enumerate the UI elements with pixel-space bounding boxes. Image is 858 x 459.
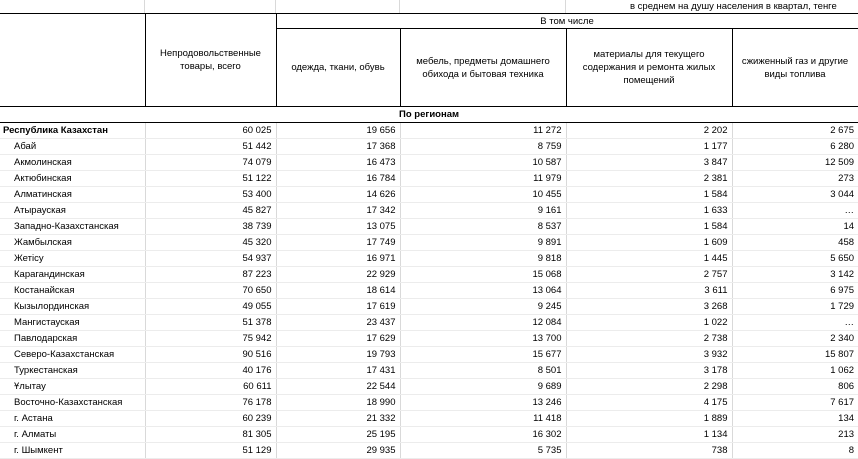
value-cell: 14 [732, 219, 858, 235]
value-cell: 22 544 [276, 379, 400, 395]
region-name: Северо-Казахстанская [0, 347, 145, 363]
gridline [275, 0, 276, 14]
value-cell: 11 979 [400, 171, 566, 187]
table-row [0, 443, 858, 459]
region-name: Республика Казахстан [0, 123, 145, 139]
table-row [0, 395, 858, 411]
value-cell: 134 [732, 411, 858, 427]
value-cell: 2 738 [566, 331, 732, 347]
value-cell: 13 246 [400, 395, 566, 411]
value-cell: 11 418 [400, 411, 566, 427]
value-cell: 15 807 [732, 347, 858, 363]
value-cell: 13 064 [400, 283, 566, 299]
value-cell: 12 084 [400, 315, 566, 331]
value-cell: 3 268 [566, 299, 732, 315]
value-cell: 49 055 [145, 299, 276, 315]
value-cell: 13 700 [400, 331, 566, 347]
value-cell: 45 827 [145, 203, 276, 219]
table-row [0, 187, 858, 203]
value-cell: 5 735 [400, 443, 566, 459]
table-row [0, 235, 858, 251]
region-name: Туркестанская [0, 363, 145, 379]
value-cell: 8 [732, 443, 858, 459]
region-name: г. Астана [0, 411, 145, 427]
value-cell: 19 793 [276, 347, 400, 363]
value-cell: 1 729 [732, 299, 858, 315]
value-cell: 1 445 [566, 251, 732, 267]
header-col-furniture: мебель, предметы домашнего обихода и бытовая техника [400, 29, 566, 107]
table-row [0, 155, 858, 171]
region-name: Акмолинская [0, 155, 145, 171]
table-row [0, 299, 858, 315]
header-total-column: Непродовольственные товары, всего [145, 14, 276, 107]
value-cell: 1 889 [566, 411, 732, 427]
table-row [0, 251, 858, 267]
section-title: По регионам [0, 107, 858, 123]
value-cell: 2 757 [566, 267, 732, 283]
value-cell: 7 617 [732, 395, 858, 411]
region-name: Атырауская [0, 203, 145, 219]
value-cell: 17 619 [276, 299, 400, 315]
table-row [0, 267, 858, 283]
value-cell: 19 656 [276, 123, 400, 139]
table-row [0, 203, 858, 219]
value-cell: 17 342 [276, 203, 400, 219]
value-cell: 3 178 [566, 363, 732, 379]
value-cell: 3 044 [732, 187, 858, 203]
region-name: Костанайская [0, 283, 145, 299]
value-cell: 2 381 [566, 171, 732, 187]
value-cell: 11 272 [400, 123, 566, 139]
region-name: Абай [0, 139, 145, 155]
value-cell: … [732, 315, 858, 331]
value-cell: 18 990 [276, 395, 400, 411]
unit-note: в среднем на душу населения в квартал, тенге [630, 1, 837, 12]
value-cell: 90 516 [145, 347, 276, 363]
region-name: Жетісу [0, 251, 145, 267]
value-cell: 9 891 [400, 235, 566, 251]
table-row [0, 379, 858, 395]
value-cell: 4 175 [566, 395, 732, 411]
value-cell: 54 937 [145, 251, 276, 267]
gridline [565, 0, 566, 14]
value-cell: 76 178 [145, 395, 276, 411]
region-name: г. Алматы [0, 427, 145, 443]
region-name: Карагандинская [0, 267, 145, 283]
region-name: Кызылординская [0, 299, 145, 315]
value-cell: 51 378 [145, 315, 276, 331]
value-cell: 12 509 [732, 155, 858, 171]
value-cell: 1 022 [566, 315, 732, 331]
value-cell: 51 129 [145, 443, 276, 459]
value-cell: 1 584 [566, 187, 732, 203]
value-cell: 21 332 [276, 411, 400, 427]
table-row [0, 347, 858, 363]
value-cell: 3 142 [732, 267, 858, 283]
table-row [0, 427, 858, 443]
value-cell: 16 971 [276, 251, 400, 267]
value-cell: 81 305 [145, 427, 276, 443]
value-cell: 40 176 [145, 363, 276, 379]
header-corner-cell [0, 14, 145, 107]
value-cell: 2 298 [566, 379, 732, 395]
value-cell: 5 650 [732, 251, 858, 267]
value-cell: 16 302 [400, 427, 566, 443]
value-cell: 8 537 [400, 219, 566, 235]
value-cell: 3 932 [566, 347, 732, 363]
value-cell: 60 025 [145, 123, 276, 139]
value-cell: 53 400 [145, 187, 276, 203]
value-cell: 9 245 [400, 299, 566, 315]
header-col-fuel: сжиженный газ и другие виды топлива [732, 29, 858, 107]
value-cell: 38 739 [145, 219, 276, 235]
value-cell: 1 584 [566, 219, 732, 235]
value-cell: 87 223 [145, 267, 276, 283]
table-row [0, 315, 858, 331]
value-cell: 9 689 [400, 379, 566, 395]
value-cell: 14 626 [276, 187, 400, 203]
value-cell: 2 340 [732, 331, 858, 347]
value-cell: 60 611 [145, 379, 276, 395]
region-name: Актюбинская [0, 171, 145, 187]
value-cell: 3 847 [566, 155, 732, 171]
value-cell: 6 280 [732, 139, 858, 155]
value-cell: 16 784 [276, 171, 400, 187]
region-name: Мангистауская [0, 315, 145, 331]
value-cell: 15 068 [400, 267, 566, 283]
header-col-clothing: одежда, ткани, обувь [276, 29, 400, 107]
region-name: Ұлытау [0, 379, 145, 395]
value-cell: 1 062 [732, 363, 858, 379]
data-table [0, 14, 858, 459]
value-cell: 458 [732, 235, 858, 251]
value-cell: 3 611 [566, 283, 732, 299]
gridline [399, 0, 400, 14]
value-cell: 29 935 [276, 443, 400, 459]
header-group: В том числе [276, 14, 858, 29]
table-row [0, 219, 858, 235]
region-name: г. Шымкент [0, 443, 145, 459]
value-cell: 8 501 [400, 363, 566, 379]
value-cell: 2 202 [566, 123, 732, 139]
value-cell: 70 650 [145, 283, 276, 299]
table-row [0, 171, 858, 187]
value-cell: 17 749 [276, 235, 400, 251]
table-row [0, 139, 858, 155]
region-name: Алматинская [0, 187, 145, 203]
value-cell: 60 239 [145, 411, 276, 427]
value-cell: 51 442 [145, 139, 276, 155]
header-col-repair-materials: материалы для текущего содержания и ремонта жилых помещений [566, 29, 732, 107]
value-cell: 22 929 [276, 267, 400, 283]
value-cell: 1 609 [566, 235, 732, 251]
value-cell: 75 942 [145, 331, 276, 347]
value-cell: 738 [566, 443, 732, 459]
table-row [0, 123, 858, 139]
value-cell: 23 437 [276, 315, 400, 331]
value-cell: 51 122 [145, 171, 276, 187]
value-cell: 17 368 [276, 139, 400, 155]
table-row [0, 411, 858, 427]
value-cell: 1 633 [566, 203, 732, 219]
value-cell: 10 455 [400, 187, 566, 203]
value-cell: 15 677 [400, 347, 566, 363]
value-cell: 2 675 [732, 123, 858, 139]
value-cell: 25 195 [276, 427, 400, 443]
value-cell: 1 177 [566, 139, 732, 155]
value-cell: 16 473 [276, 155, 400, 171]
value-cell: 45 320 [145, 235, 276, 251]
value-cell: 17 431 [276, 363, 400, 379]
value-cell: 1 134 [566, 427, 732, 443]
value-cell: 18 614 [276, 283, 400, 299]
value-cell: 9 818 [400, 251, 566, 267]
value-cell: 273 [732, 171, 858, 187]
value-cell: 6 975 [732, 283, 858, 299]
region-name: Западно-Казахстанская [0, 219, 145, 235]
region-name: Восточно-Казахстанская [0, 395, 145, 411]
value-cell: … [732, 203, 858, 219]
value-cell: 9 161 [400, 203, 566, 219]
table-row [0, 331, 858, 347]
table-row [0, 363, 858, 379]
table-row [0, 283, 858, 299]
value-cell: 17 629 [276, 331, 400, 347]
region-name: Павлодарская [0, 331, 145, 347]
region-name: Жамбылская [0, 235, 145, 251]
value-cell: 13 075 [276, 219, 400, 235]
gridline [144, 0, 145, 14]
value-cell: 8 759 [400, 139, 566, 155]
value-cell: 74 079 [145, 155, 276, 171]
value-cell: 10 587 [400, 155, 566, 171]
value-cell: 806 [732, 379, 858, 395]
value-cell: 213 [732, 427, 858, 443]
